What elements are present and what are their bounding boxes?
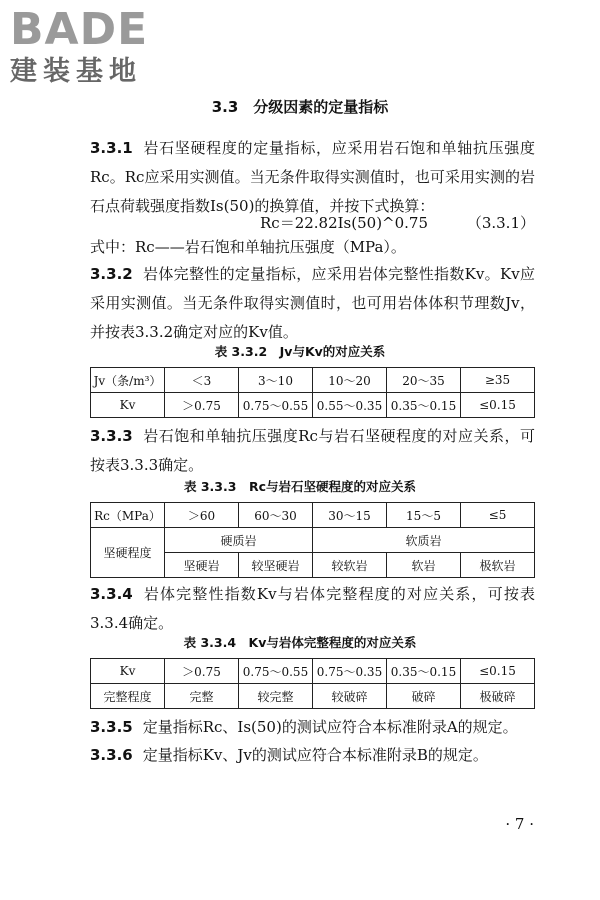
table-cell: 软岩 (387, 553, 461, 578)
clause-3-3-2 (90, 260, 535, 347)
table-cell: 0.75～0.55 (239, 659, 313, 684)
clause-3-3-5 (90, 713, 535, 742)
table-cell: 20～35 (387, 368, 461, 393)
formula-expression: Rc＝22.82Is(50)^0.75 (260, 214, 429, 232)
table-cell: ＜3 (165, 368, 239, 393)
table-row (91, 659, 535, 684)
clause-text: 岩体完整性指数Kv与岩体完整程度的对应关系，可按表3.3.4确定。 (90, 585, 535, 632)
table-3-3-2 (90, 367, 535, 418)
table-cell: ≤5 (461, 503, 535, 528)
clause-text: 岩石饱和单轴抗压强度Rc与岩石坚硬程度的对应关系，可按表3.3.3确定。 (90, 427, 535, 474)
table-cell: 极破碎 (461, 684, 535, 709)
table-cell: 15～5 (387, 503, 461, 528)
clause-number: 3.3.1 (90, 139, 133, 157)
table-cell: 完整 (165, 684, 239, 709)
table-cell: 较破碎 (313, 684, 387, 709)
table-cell: 较坚硬岩 (239, 553, 313, 578)
clause-text: 定量指标Kv、Jv的测试应符合本标准附录B的规定。 (142, 746, 488, 764)
logo-wordmark: BADE (10, 4, 149, 55)
clause-number: 3.3.6 (90, 746, 133, 764)
table-cell: 60～30 (239, 503, 313, 528)
table-cell: ≤0.15 (461, 393, 535, 418)
table-3-3-3-title: 表 3.3.3 Rc与岩石坚硬程度的对应关系 (184, 479, 416, 494)
clause-3-3-3 (90, 422, 535, 480)
table-cell: Kv (91, 659, 165, 684)
table-cell: 0.55～0.35 (313, 393, 387, 418)
table-cell: 较完整 (239, 684, 313, 709)
brand-logo (10, 4, 149, 88)
clause-text: 岩石坚硬程度的定量指标，应采用岩石饱和单轴抗压强度Rc。Rc应采用实测值。当无条件取得实测值时，也可采用实测的岩石点荷载强度指数Is(50)的换算值，并按下式换算： (90, 139, 535, 215)
table-cell: ≥35 (461, 368, 535, 393)
table-3-3-2-title: 表 3.3.2 Jv与Kv的对应关系 (214, 344, 386, 359)
table-cell: Rc（MPa） (91, 503, 165, 528)
table-cell: 完整程度 (91, 684, 165, 709)
table-group-soft: 软质岩 (313, 528, 535, 553)
table-row (91, 503, 535, 528)
table-cell: 较软岩 (313, 553, 387, 578)
table-cell: 30～15 (313, 503, 387, 528)
logo-subtitle: 建装基地 (10, 56, 142, 87)
table-cell: 10～20 (313, 368, 387, 393)
formula-where-line: 式中：Rc——岩石饱和单轴抗压强度（MPa）。 (90, 238, 406, 256)
table-cell: 坚硬岩 (165, 553, 239, 578)
clause-text: 定量指标Rc、Is(50)的测试应符合本标准附录A的规定。 (142, 718, 518, 736)
table-cell: ≤0.15 (461, 659, 535, 684)
clause-number: 3.3.4 (90, 585, 133, 603)
clause-3-3-6 (90, 741, 535, 770)
table-group-hard: 硬质岩 (165, 528, 313, 553)
table-cell: ＞0.75 (165, 393, 239, 418)
table-cell: Kv (91, 393, 165, 418)
clause-3-3-4 (90, 580, 535, 638)
table-cell: Jv（条/m³） (91, 368, 165, 393)
table-cell: 0.35～0.15 (387, 393, 461, 418)
table-row (91, 393, 535, 418)
clause-3-3-1 (90, 134, 535, 221)
table-cell: 极软岩 (461, 553, 535, 578)
table-row-label: 坚硬程度 (91, 528, 165, 578)
clause-number: 3.3.5 (90, 718, 133, 736)
table-cell: 0.75～0.55 (239, 393, 313, 418)
clause-number: 3.3.3 (90, 427, 133, 445)
table-cell: 0.35～0.15 (387, 659, 461, 684)
formula-number: （3.3.1） (466, 214, 535, 232)
table-row (91, 368, 535, 393)
table-cell: 3～10 (239, 368, 313, 393)
table-row (91, 528, 535, 553)
clause-number: 3.3.2 (90, 265, 133, 283)
page-number: · 7 · (505, 815, 534, 833)
table-3-3-4-title: 表 3.3.4 Kv与岩体完整程度的对应关系 (183, 635, 417, 650)
table-cell: ＞0.75 (165, 659, 239, 684)
table-cell: 0.75～0.35 (313, 659, 387, 684)
table-cell: 破碎 (387, 684, 461, 709)
clause-text: 岩体完整性的定量指标，应采用岩体完整性指数Kv。Kv应采用实测值。当无条件取得实测值时，也可用岩体体积节理数Jv，并按表3.3.2确定对应的Kv值。 (90, 265, 535, 341)
table-3-3-4 (90, 658, 535, 709)
section-title: 3.3 分级因素的定量指标 (211, 98, 389, 116)
table-3-3-3 (90, 502, 535, 578)
table-row (91, 684, 535, 709)
table-cell: ＞60 (165, 503, 239, 528)
